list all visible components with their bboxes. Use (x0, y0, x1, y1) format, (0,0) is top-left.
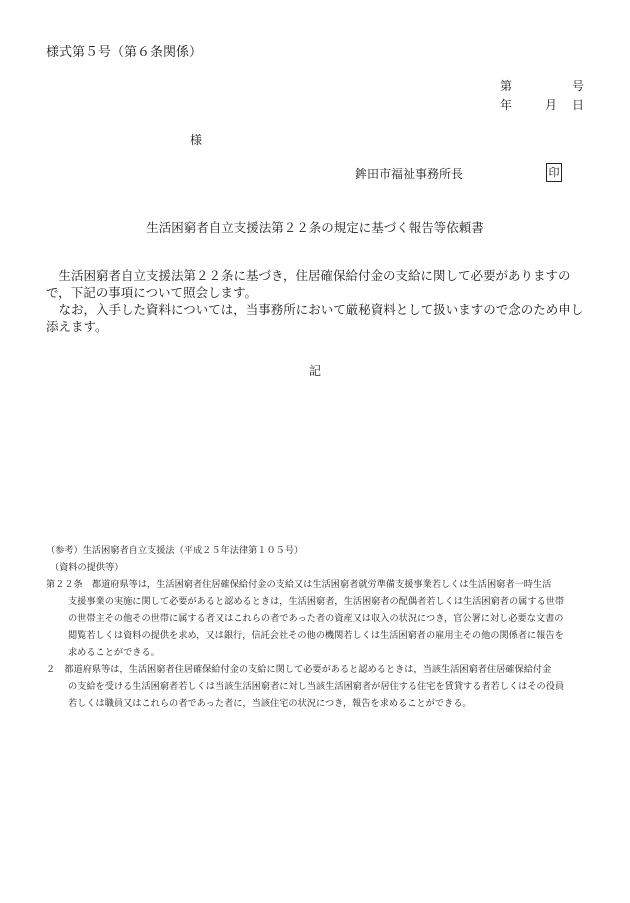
sender-name: 鉾田市福祉事務所長 (355, 167, 464, 181)
month-label: 月 (544, 98, 557, 112)
number-suffix: 号 (571, 79, 584, 93)
form-number: 様式第５号（第６条関係） (46, 45, 203, 60)
body-text (46, 267, 586, 335)
recipient-suffix: 様 (190, 133, 203, 147)
article-22-para2-line: ２ 都道府県等は，生活困窮者住居確保給付金の支給に関して必要があると認めるときは，当該生活困窮者住居確保給付金 (46, 664, 552, 675)
date-line (500, 96, 584, 113)
article-22-para2-line: 若しくは職員又はこれらの者であった者に，当該住宅の状況につき，報告を求めることができる。 (68, 698, 472, 709)
article-22-para2-line: の支給を受ける生活困窮者若しくは当該生活困窮者に対し当該生活困窮者が居住する住宅を賃貸する者若しくはその役員 (68, 681, 565, 692)
document-title: 生活困窮者自立支援法第２２条の規定に基づく報告等依頼書 (146, 220, 484, 235)
document-number-line (500, 77, 584, 94)
ki-heading: 記 (308, 364, 321, 378)
article-22-line: 支援事業の実施に関して必要があると認めるときは，生活困窮者，生活困窮者の配偶者若しくは生活困窮者の属する世帯 (68, 596, 565, 607)
body-paragraph-2: なお，入手した資料については，当事務所において厳秘資料として扱いますので念のため申し添えます。 (46, 302, 584, 334)
seal-mark: 印 (546, 163, 562, 182)
day-label: 日 (571, 98, 584, 112)
reference-heading: （参考）生活困窮者自立支援法（平成２５年法律第１０５号） (46, 545, 304, 556)
year-label: 年 (500, 98, 513, 112)
article-22-line: 求めることができる。 (68, 647, 160, 658)
number-prefix: 第 (500, 79, 513, 93)
reference-section (46, 542, 591, 712)
article-22-line: の世帯主その他その世帯に属する者又はこれらの者であった者の資産又は収入の状況につき，官公署に対し必要な文書の (68, 613, 564, 624)
body-paragraph-1: 生活困窮者自立支援法第２２条に基づき，住居確保給付金の支給に関して必要がありますので，下記の事項について照会します。 (46, 268, 571, 300)
document-number-block (500, 77, 584, 113)
article-22-line: 第２２条 都道府県等は，生活困窮者住居確保給付金の支給又は生活困窮者就労準備支援事業若しくは生活困窮者一時生活 (46, 579, 552, 590)
reference-subheading: （資料の提供等） (50, 562, 124, 573)
article-22-line: 閲覧若しくは資料の提供を求め，又は銀行，信託会社その他の機関若しくは生活困窮者の雇用主その他の関係者に報告を (68, 630, 564, 641)
